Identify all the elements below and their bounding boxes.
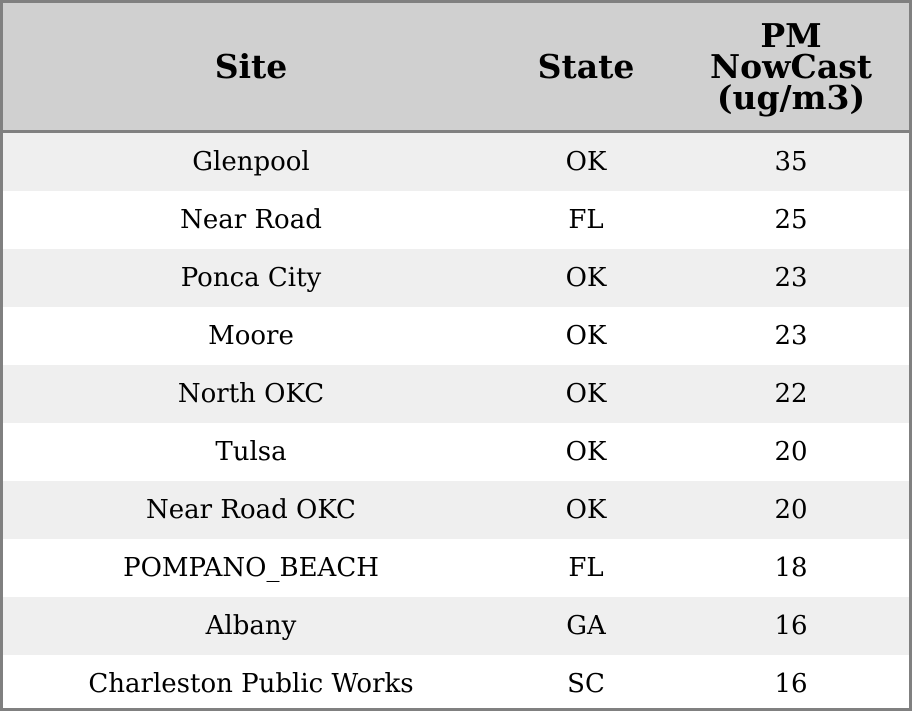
pm-nowcast-cell: 23: [774, 321, 808, 351]
column-header-pm-nowcast: PM NowCast (ug/m3): [709, 16, 873, 117]
site-cell: Albany: [205, 611, 297, 641]
state-cell: OK: [565, 321, 607, 351]
site-cell: North OKC: [177, 379, 325, 409]
table-row: [3, 365, 909, 423]
column-header-site: Site: [214, 47, 288, 86]
site-cell: Charleston Public Works: [88, 669, 414, 699]
state-cell: OK: [565, 147, 607, 177]
state-cell: GA: [566, 611, 606, 641]
table-row: [3, 191, 909, 249]
table-row: [3, 481, 909, 539]
table-body: [3, 133, 909, 711]
table-row: [3, 655, 909, 711]
pm-nowcast-cell: 25: [774, 205, 808, 235]
site-cell: Moore: [208, 321, 294, 351]
table-row: [3, 597, 909, 655]
table-row: [3, 423, 909, 481]
pm-nowcast-cell: 16: [774, 669, 808, 699]
state-cell: OK: [565, 495, 607, 525]
site-cell: Ponca City: [180, 263, 322, 293]
state-cell: FL: [568, 553, 604, 583]
pm-nowcast-cell: 16: [774, 611, 808, 641]
site-cell: POMPANO_BEACH: [123, 553, 379, 583]
pm-nowcast-cell: 20: [774, 437, 808, 467]
state-cell: FL: [568, 205, 604, 235]
state-cell: OK: [565, 263, 607, 293]
pm-nowcast-cell: 35: [774, 147, 808, 177]
pm-nowcast-cell: 23: [774, 263, 808, 293]
site-cell: Glenpool: [192, 147, 310, 177]
table-row: [3, 539, 909, 597]
state-cell: SC: [567, 669, 605, 699]
table-row: [3, 133, 909, 191]
table-row: [3, 249, 909, 307]
table-row: [3, 307, 909, 365]
state-cell: OK: [565, 437, 607, 467]
table-header-row: [3, 3, 909, 133]
site-cell: Near Road OKC: [146, 495, 356, 525]
site-cell: Tulsa: [215, 437, 287, 467]
pm-nowcast-cell: 18: [774, 553, 808, 583]
pm-nowcast-cell: 20: [774, 495, 808, 525]
site-cell: Near Road: [180, 205, 322, 235]
state-cell: OK: [565, 379, 607, 409]
column-header-state: State: [537, 47, 635, 86]
pm-nowcast-cell: 22: [774, 379, 808, 409]
